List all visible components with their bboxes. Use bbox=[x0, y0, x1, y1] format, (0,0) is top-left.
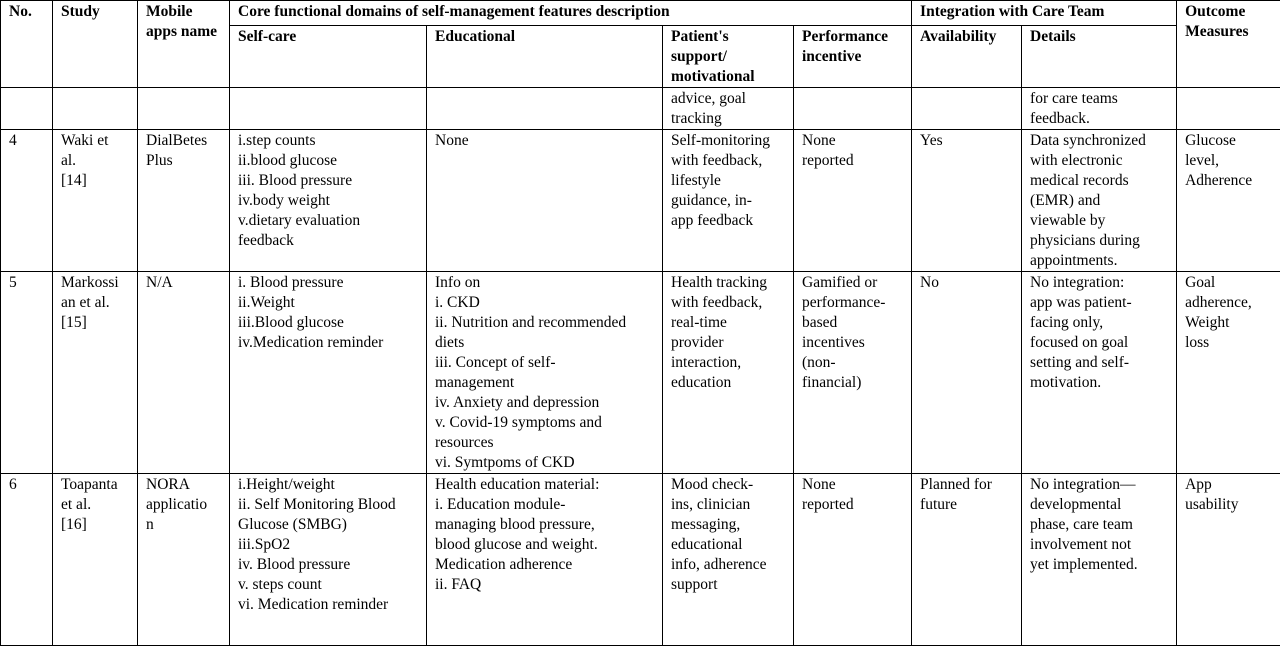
cell-line: i.step counts bbox=[238, 131, 420, 151]
cell-line: (EMR) and bbox=[1030, 191, 1170, 211]
cell-line: [16] bbox=[61, 515, 131, 535]
cell-line: iii.SpO2 bbox=[238, 535, 420, 555]
cell-outcome bbox=[1177, 272, 1280, 474]
cell-line: iv.Medication reminder bbox=[238, 333, 420, 353]
cell-educational bbox=[427, 474, 663, 646]
cell-line: No bbox=[920, 273, 1015, 293]
cell-availability bbox=[912, 474, 1022, 646]
cell-line: ii. FAQ bbox=[435, 575, 656, 595]
cell-line: real-time bbox=[671, 313, 787, 333]
header-availability: Availability bbox=[912, 26, 1022, 88]
cell-line: financial) bbox=[802, 373, 905, 393]
cell-line: support bbox=[671, 575, 787, 595]
cell-line: iii.Blood glucose bbox=[238, 313, 420, 333]
cell-line: feedback. bbox=[1030, 109, 1170, 129]
cell-line: None bbox=[802, 131, 905, 151]
cell-app bbox=[138, 88, 230, 130]
cell-line: Medication adherence bbox=[435, 555, 656, 575]
cell-line: medical records bbox=[1030, 171, 1170, 191]
cell-line: appointments. bbox=[1030, 251, 1170, 271]
header-outcome-measures: Outcome Measures bbox=[1177, 1, 1280, 88]
header-performance-incentive: Performance incentive bbox=[794, 26, 912, 88]
cell-details bbox=[1022, 130, 1177, 272]
header-patient-support: Patient's support/ motivational bbox=[663, 26, 794, 88]
cell-line: iv.body weight bbox=[238, 191, 420, 211]
cell-support bbox=[663, 130, 794, 272]
header-details: Details bbox=[1022, 26, 1177, 88]
cell-line: app feedback bbox=[671, 211, 787, 231]
cell-line: management bbox=[435, 373, 656, 393]
cell-app bbox=[138, 272, 230, 474]
cell-line: advice, goal bbox=[671, 89, 787, 109]
cell-study bbox=[53, 88, 138, 130]
table-row-continuation bbox=[1, 88, 1280, 130]
cell-support bbox=[663, 88, 794, 130]
cell-line: iii. Concept of self- bbox=[435, 353, 656, 373]
cell-no: 5 bbox=[1, 272, 53, 474]
cell-line: [15] bbox=[61, 313, 131, 333]
cell-line: iv. Anxiety and depression bbox=[435, 393, 656, 413]
cell-line: feedback bbox=[238, 231, 420, 251]
cell-line: education bbox=[671, 373, 787, 393]
cell-line: ins, clinician bbox=[671, 495, 787, 515]
cell-performance bbox=[794, 272, 912, 474]
cell-study bbox=[53, 130, 138, 272]
cell-line: facing only, bbox=[1030, 313, 1170, 333]
cell-details bbox=[1022, 272, 1177, 474]
cell-availability bbox=[912, 272, 1022, 474]
header-core-domains: Core functional domains of self-management features description bbox=[230, 1, 912, 26]
cell-outcome bbox=[1177, 130, 1280, 272]
cell-line: Toapanta bbox=[61, 475, 131, 495]
cell-study bbox=[53, 272, 138, 474]
cell-line: guidance, in- bbox=[671, 191, 787, 211]
table-header bbox=[1, 1, 1280, 88]
cell-line: No integration: bbox=[1030, 273, 1170, 293]
cell-line: al. bbox=[61, 151, 131, 171]
cell-performance bbox=[794, 88, 912, 130]
cell-line: setting and self- bbox=[1030, 353, 1170, 373]
cell-line: developmental bbox=[1030, 495, 1170, 515]
header-study: Study bbox=[53, 1, 138, 88]
cell-line: Info on bbox=[435, 273, 656, 293]
cell-outcome bbox=[1177, 88, 1280, 130]
cell-line: v. Covid-19 symptoms and bbox=[435, 413, 656, 433]
cell-line: Self-monitoring bbox=[671, 131, 787, 151]
cell-educational bbox=[427, 88, 663, 130]
cell-line: NORA bbox=[146, 475, 223, 495]
cell-performance bbox=[794, 474, 912, 646]
cell-line: Planned for bbox=[920, 475, 1015, 495]
cell-line: with electronic bbox=[1030, 151, 1170, 171]
cell-line: diets bbox=[435, 333, 656, 353]
cell-details bbox=[1022, 88, 1177, 130]
cell-line: motivation. bbox=[1030, 373, 1170, 393]
cell-line: messaging, bbox=[671, 515, 787, 535]
cell-line: focused on goal bbox=[1030, 333, 1170, 353]
cell-line: None bbox=[435, 131, 656, 151]
cell-line: [14] bbox=[61, 171, 131, 191]
cell-educational bbox=[427, 130, 663, 272]
header-no: No. bbox=[1, 1, 53, 88]
cell-line: Goal bbox=[1185, 273, 1274, 293]
header-self-care: Self-care bbox=[230, 26, 427, 88]
header-integration: Integration with Care Team bbox=[912, 1, 1177, 26]
cell-line: N/A bbox=[146, 273, 223, 293]
cell-app bbox=[138, 474, 230, 646]
cell-support bbox=[663, 474, 794, 646]
cell-educational bbox=[427, 272, 663, 474]
cell-line: reported bbox=[802, 495, 905, 515]
cell-line: ii.Weight bbox=[238, 293, 420, 313]
cell-study bbox=[53, 474, 138, 646]
cell-line: adherence, bbox=[1185, 293, 1274, 313]
cell-no: 6 bbox=[1, 474, 53, 646]
cell-line: level, bbox=[1185, 151, 1274, 171]
cell-line: None bbox=[802, 475, 905, 495]
cell-line: incentives bbox=[802, 333, 905, 353]
cell-line: based bbox=[802, 313, 905, 333]
cell-line: v.dietary evaluation bbox=[238, 211, 420, 231]
cell-line: info, adherence bbox=[671, 555, 787, 575]
header-educational: Educational bbox=[427, 26, 663, 88]
cell-line: i. Education module- bbox=[435, 495, 656, 515]
cell-line: ii. Self Monitoring Blood bbox=[238, 495, 420, 515]
cell-line: Glucose bbox=[1185, 131, 1274, 151]
cell-line: i.Height/weight bbox=[238, 475, 420, 495]
cell-availability bbox=[912, 130, 1022, 272]
table-row bbox=[1, 130, 1280, 272]
cell-line: Weight bbox=[1185, 313, 1274, 333]
cell-app bbox=[138, 130, 230, 272]
cell-line: Health education material: bbox=[435, 475, 656, 495]
cell-line: yet implemented. bbox=[1030, 555, 1170, 575]
cell-line: tracking bbox=[671, 109, 787, 129]
cell-line: reported bbox=[802, 151, 905, 171]
cell-line: ii. Nutrition and recommended bbox=[435, 313, 656, 333]
cell-line: resources bbox=[435, 433, 656, 453]
cell-line: applicatio bbox=[146, 495, 223, 515]
cell-line: i. CKD bbox=[435, 293, 656, 313]
cell-support bbox=[663, 272, 794, 474]
cell-line: Mood check- bbox=[671, 475, 787, 495]
cell-line: educational bbox=[671, 535, 787, 555]
cell-no bbox=[1, 88, 53, 130]
cell-line: Markossi bbox=[61, 273, 131, 293]
cell-line: Gamified or bbox=[802, 273, 905, 293]
cell-line: iv. Blood pressure bbox=[238, 555, 420, 575]
cell-line: Yes bbox=[920, 131, 1015, 151]
cell-line: loss bbox=[1185, 333, 1274, 353]
cell-line: physicians during bbox=[1030, 231, 1170, 251]
cell-line: vi. Medication reminder bbox=[238, 595, 420, 615]
cell-line: interaction, bbox=[671, 353, 787, 373]
cell-availability bbox=[912, 88, 1022, 130]
cell-line: Waki et bbox=[61, 131, 131, 151]
cell-line: Plus bbox=[146, 151, 223, 171]
cell-line: No integration— bbox=[1030, 475, 1170, 495]
cell-line: an et al. bbox=[61, 293, 131, 313]
cell-line: lifestyle bbox=[671, 171, 787, 191]
header-app-name: Mobile apps name bbox=[138, 1, 230, 88]
table-row bbox=[1, 272, 1280, 474]
cell-line: ii.blood glucose bbox=[238, 151, 420, 171]
cell-line: with feedback, bbox=[671, 293, 787, 313]
table-row bbox=[1, 474, 1280, 646]
cell-line: vi. Symtpoms of CKD bbox=[435, 453, 656, 473]
cell-performance bbox=[794, 130, 912, 272]
cell-line: with feedback, bbox=[671, 151, 787, 171]
cell-line: n bbox=[146, 515, 223, 535]
cell-no: 4 bbox=[1, 130, 53, 272]
cell-line: Data synchronized bbox=[1030, 131, 1170, 151]
cell-self-care bbox=[230, 88, 427, 130]
cell-line: for care teams bbox=[1030, 89, 1170, 109]
cell-line: phase, care team bbox=[1030, 515, 1170, 535]
cell-line: blood glucose and weight. bbox=[435, 535, 656, 555]
cell-line: iii. Blood pressure bbox=[238, 171, 420, 191]
cell-details bbox=[1022, 474, 1177, 646]
cell-line: app was patient- bbox=[1030, 293, 1170, 313]
cell-line: viewable by bbox=[1030, 211, 1170, 231]
cell-line: future bbox=[920, 495, 1015, 515]
cell-line: managing blood pressure, bbox=[435, 515, 656, 535]
cell-line: usability bbox=[1185, 495, 1274, 515]
cell-line: (non- bbox=[802, 353, 905, 373]
cell-line: involvement not bbox=[1030, 535, 1170, 555]
table-body bbox=[1, 88, 1280, 646]
cell-self-care bbox=[230, 272, 427, 474]
cell-line: i. Blood pressure bbox=[238, 273, 420, 293]
cell-outcome bbox=[1177, 474, 1280, 646]
cell-line: Adherence bbox=[1185, 171, 1274, 191]
cell-self-care bbox=[230, 130, 427, 272]
cell-self-care bbox=[230, 474, 427, 646]
cell-line: v. steps count bbox=[238, 575, 420, 595]
cell-line: Glucose (SMBG) bbox=[238, 515, 420, 535]
cell-line: DialBetes bbox=[146, 131, 223, 151]
cell-line: App bbox=[1185, 475, 1274, 495]
cell-line: provider bbox=[671, 333, 787, 353]
cell-line: Health tracking bbox=[671, 273, 787, 293]
cell-line: performance- bbox=[802, 293, 905, 313]
cell-line: et al. bbox=[61, 495, 131, 515]
